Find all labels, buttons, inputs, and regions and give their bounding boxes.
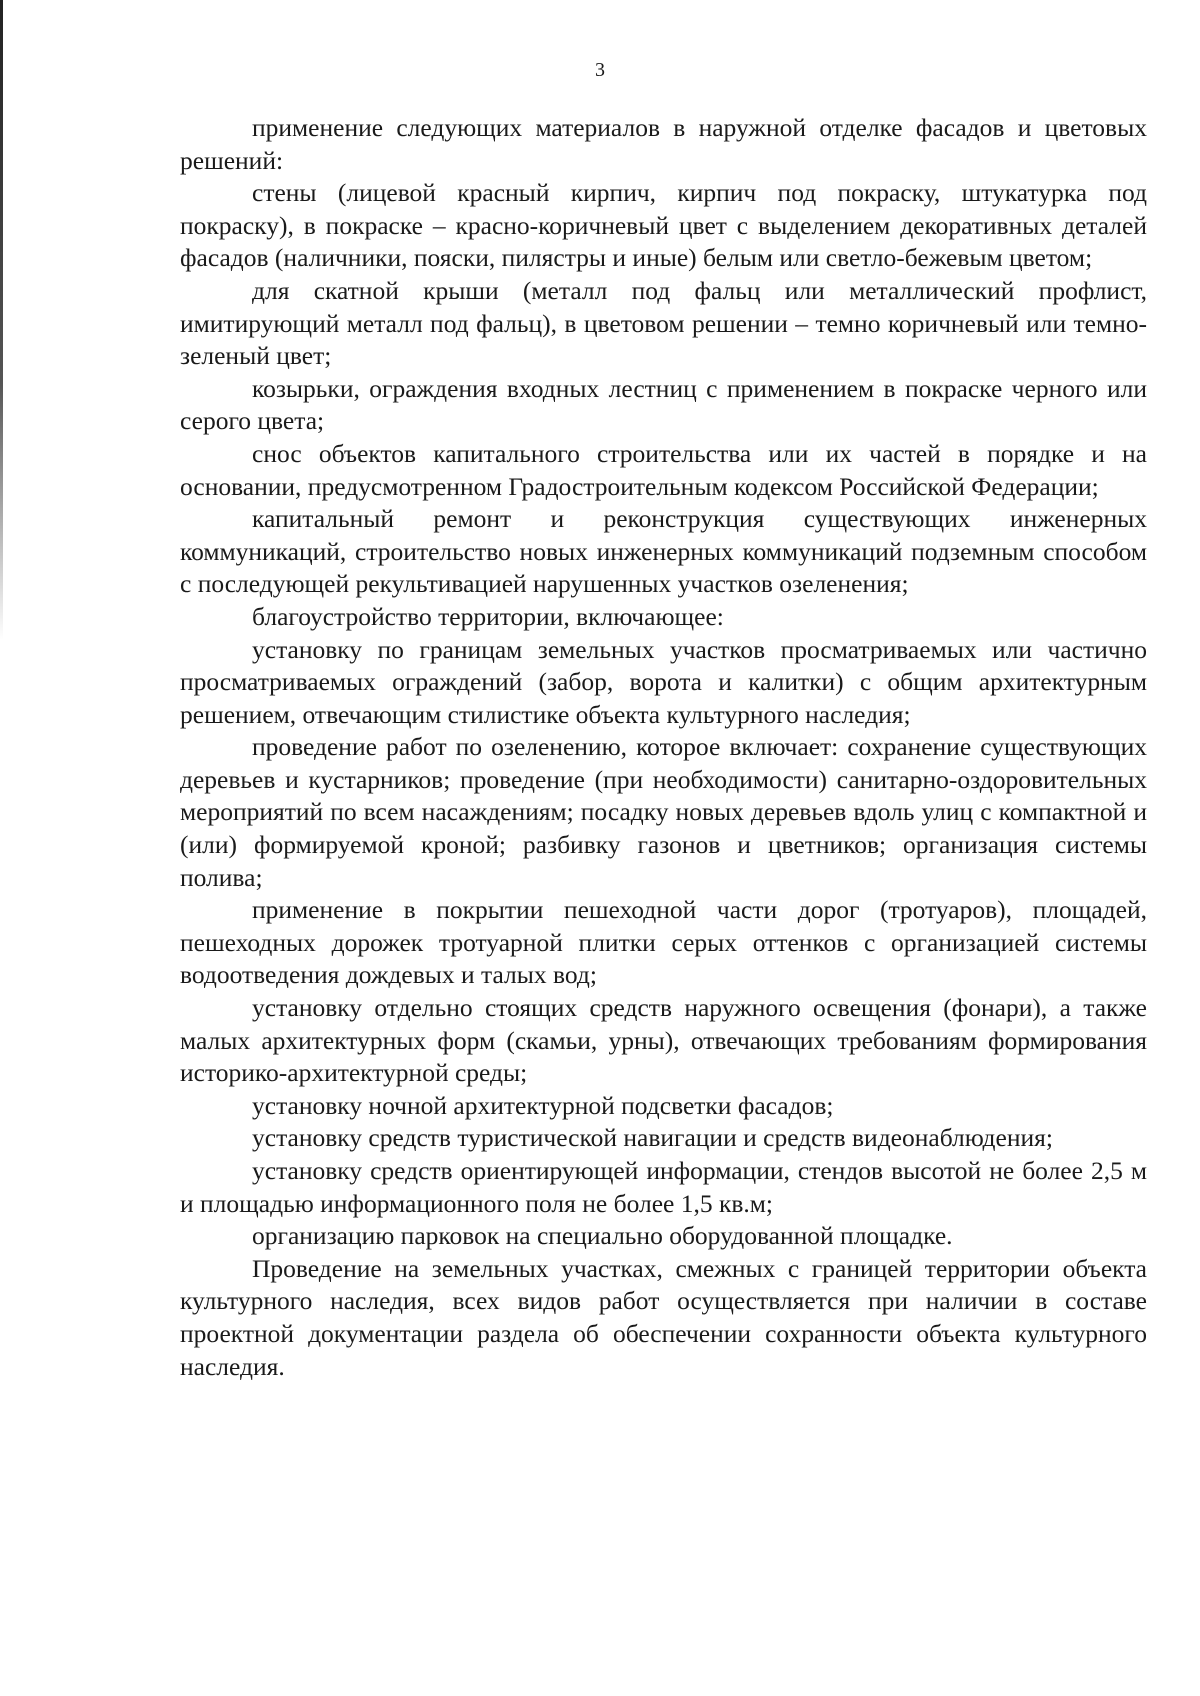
paragraph-greening: проведение работ по озеленению, которое включает: сохранение существующих деревьев и кустарников; проведение (при необходимости) санитарно-оздоровительных мероприятий по всем насаждениям; посадку новых деревьев вдоль улиц с компактной и (или) формируемой кроной; разбивку газонов и цветников; организация системы полива;	[180, 732, 1147, 892]
paragraph-landscaping: благоустройство территории, включающее:	[252, 601, 724, 631]
paragraph-walls: стены (лицевой красный кирпич, кирпич под покраску, штукатурка под покраску), в покраске – красно-коричневый цвет с выделением декоративных деталей фасадов (наличники, пояски, пилястры и иные) белым или светло-бежевым цветом;	[180, 178, 1147, 273]
paragraph-navigation: установку средств туристической навигации и средств видеонаблюдения;	[252, 1123, 1053, 1153]
scan-edge-shadow	[0, 0, 3, 640]
paragraph-fencing: установку по границам земельных участков просматриваемых или частично просматриваемых ограждений (забор, ворота и калитки) с общим архитектурным решением, отвечающим стилистике объекта культурного наследия;	[180, 634, 1147, 729]
paragraph-roof: для скатной крыши (металл под фальц или металлический профлист, имитирующий металл под фальц), в цветовом решении – темно коричневый или темно-зеленый цвет;	[180, 275, 1147, 371]
paragraph-facade-materials: применение следующих материалов в наружной отделке фасадов и цветовых решений:	[180, 113, 1147, 175]
paragraph-paving: применение в покрытии пешеходной части дорог (тротуаров), площадей, пешеходных дорожек тротуарной плитки серых оттенков с организацией системы водоотведения дождевых и талых вод;	[180, 895, 1147, 990]
paragraph-parking: организацию парковок на специально оборудованной площадке.	[252, 1221, 953, 1251]
paragraph-demolition: снос объектов капитального строительства или их частей в порядке и на основании, предусмотренном Градостроительным кодексом Российской Федерации;	[180, 438, 1147, 501]
paragraph-canopies: козырьки, ограждения входных лестниц с применением в покраске черного или серого цвета;	[180, 373, 1147, 436]
paragraph-info-stands: установку средств ориентирующей информации, стендов высотой не более 2,5 м и площадью информационного поля не более 1,5 кв.м;	[180, 1156, 1147, 1218]
paragraph-lighting: установку отдельно стоящих средств наружного освещения (фонари), а также малых архитектурных форм (скамьи, урны), отвечающих требованиям формирования историко-архитектурной среды;	[180, 993, 1147, 1088]
paragraph-adjacent-works: Проведение на земельных участках, смежных с границей территории объекта культурного наследия, всех видов работ осуществляется при наличии в составе проектной документации раздела об обеспечении сохранности объекта культурного наследия.	[180, 1253, 1147, 1381]
page-number: 3	[595, 59, 605, 81]
paragraph-facade-lighting: установку ночной архитектурной подсветки фасадов;	[252, 1090, 834, 1120]
paragraph-utilities: капитальный ремонт и реконструкция существующих инженерных коммуникаций, строительство новых инженерных коммуникаций подземным способом с последующей рекультивацией нарушенных участков озеленения;	[180, 504, 1147, 599]
document-body	[180, 112, 1147, 1383]
